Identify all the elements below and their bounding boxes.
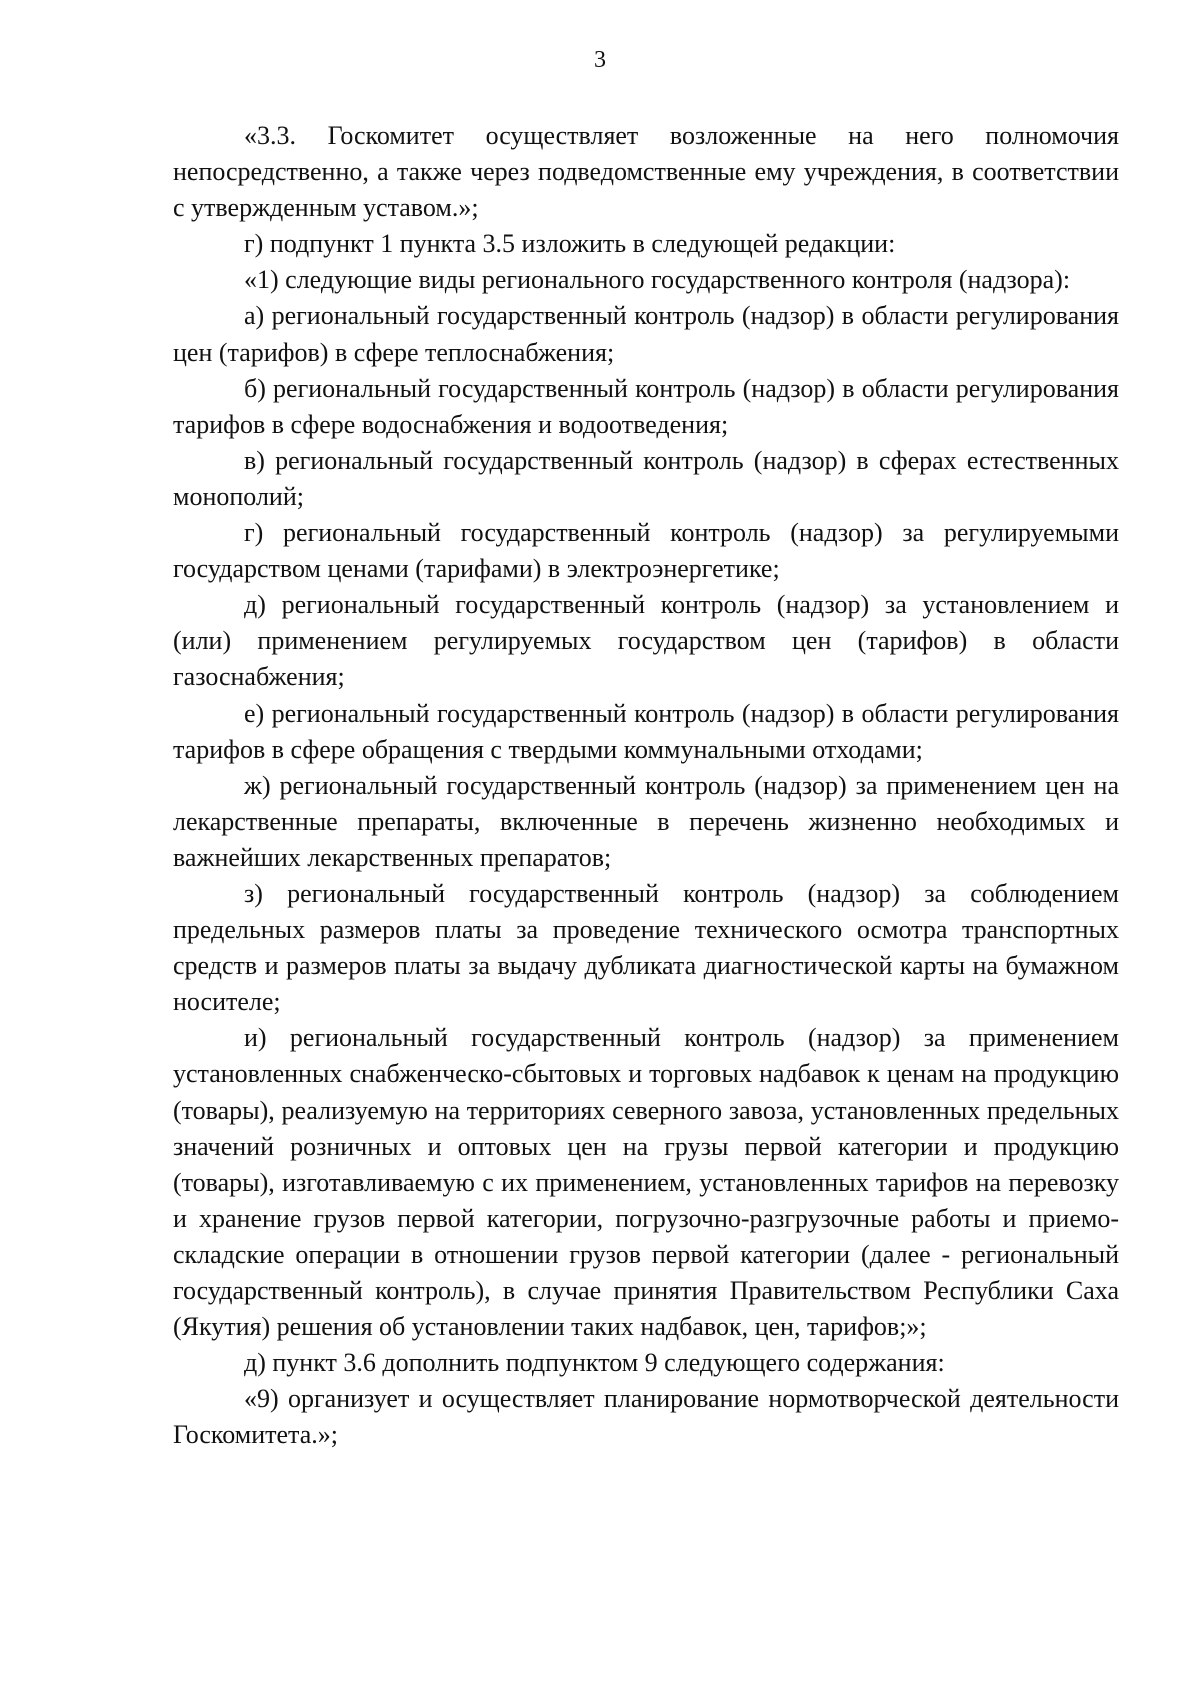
paragraph-subpoint-9: «9) организует и осуществляет планирование нормотворческой деятельности Госкомитета.»;	[173, 1384, 1119, 1450]
paragraph-subpoint-1: «1) следующие виды регионального государственного контроля (надзора):	[244, 265, 1071, 295]
paragraph-d-amendment: д) пункт 3.6 дополнить подпунктом 9 следующего содержания:	[244, 1348, 945, 1378]
list-item-b: б) региональный государственный контроль (надзор) в области регулирования тарифов в сфере водоснабжения и водоотведения;	[173, 373, 1119, 439]
list-item-zh: ж) региональный государственный контроль (надзор) за применением цен на лекарственные препараты, включенные в перечень жизненно необходимых и важнейших лекарственных препаратов;	[173, 770, 1119, 872]
list-item-e: е) региональный государственный контроль (надзор) в области регулирования тарифов в сфере обращения с твердыми коммунальными отходами;	[173, 698, 1119, 764]
list-item-a: а) региональный государственный контроль (надзор) в области регулирования цен (тарифов) в сфере теплоснабжения;	[173, 301, 1119, 367]
list-item-i: и) региональный государственный контроль (надзор) за применением установленных снабженческо-сбытовых и торговых надбавок к ценам на продукцию (товары), реализуемую на территориях северного завоза, установленных предельных значений розничных и оптовых цен на грузы первой категории и продукцию (товары), изготавливаемую с их применением, установленных тарифов на перевозку и хранение грузов первой категории, погрузочно-разгрузочные работы и приемо-складские операции в отношении грузов первой категории (далее - региональный государственный контроль), в случае принятия Правительством Республики Саха (Якутия) решения об установлении таких надбавок, цен, тарифов;»;	[173, 1023, 1119, 1342]
paragraph-g-amendment: г) подпункт 1 пункта 3.5 изложить в следующей редакции:	[244, 229, 896, 259]
document-body	[173, 118, 1119, 1453]
paragraph-3-3: «3.3. Госкомитет осуществляет возложенные на него полномочия непосредственно, а также через подведомственные ему учреждения, в соответствии с утвержденным уставом.»;	[173, 121, 1119, 223]
list-item-g: г) региональный государственный контроль (надзор) за регулируемыми государством ценами (тарифами) в электроэнергетике;	[173, 518, 1119, 584]
list-item-v: в) региональный государственный контроль (надзор) в сферах естественных монополий;	[173, 445, 1119, 511]
list-item-d: д) региональный государственный контроль (надзор) за установлением и (или) применением регулируемых государством цен (тарифов) в области газоснабжения;	[173, 590, 1119, 692]
list-item-z: з) региональный государственный контроль (надзор) за соблюдением предельных размеров платы за проведение технического осмотра транспортных средств и размеров платы за выдачу дубликата диагностической карты на бумажном носителе;	[173, 878, 1119, 1017]
page-number: 3	[594, 47, 606, 73]
